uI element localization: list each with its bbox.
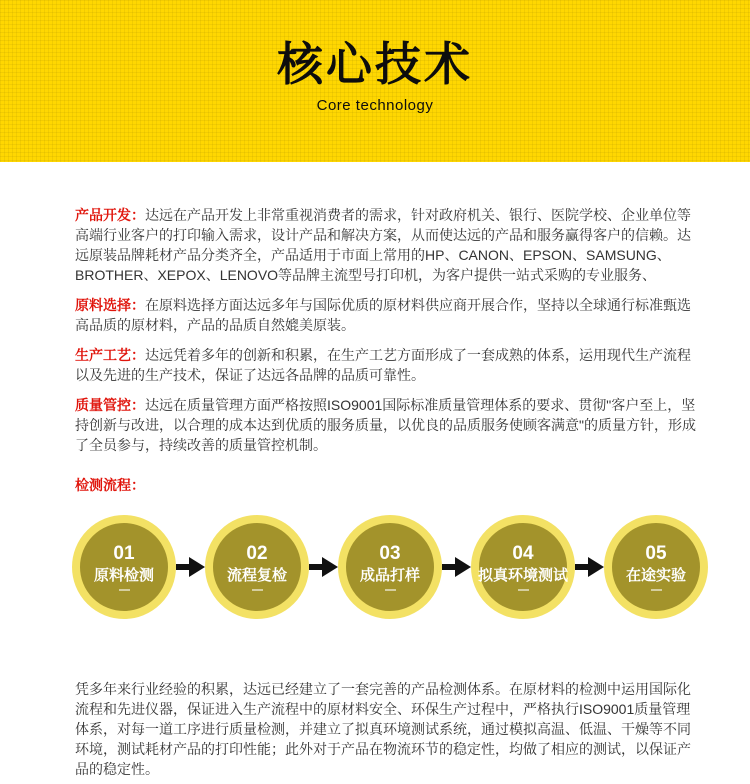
process-step-3 — [338, 515, 442, 619]
step-name: 成品打样 — [359, 566, 420, 584]
section-text-material-selection: 在原料选择方面达远多年与国际优质的原材料供应商开展合作，坚持以全球通行标准甄选高品质的原材料，产品的品质自然媲美原装。 — [75, 297, 691, 333]
process-step-1 — [72, 515, 176, 619]
step-underline — [252, 589, 263, 591]
section-text-production-process: 达远凭着多年的创新和积累，在生产工艺方面形成了一套成熟的体系，运用现代生产流程以及先进的生产技术，保证了达远各品牌的品质可靠性。 — [75, 347, 691, 383]
closing-paragraph: 凭多年来行业经验的积累，达远已经建立了一套完善的产品检测体系。在原材料的检测中运用国际化流程和先进仪器，保证进入生产流程中的原材料安全、环保生产过程中，严格执行ISO9001质量管理体系，对每一道工序进行质量检测，并建立了拟真环境测试系统，通过模拟高温、低温、干燥等不同环境，测试耗材产品的打印性能；此外对于产品在物流环节的稳定性，均做了相应的测试，以保证产品的稳定性。 — [75, 681, 691, 777]
step-number: 03 — [379, 542, 401, 564]
paragraph-product-development — [75, 205, 699, 285]
step-number: 01 — [113, 542, 135, 564]
process-step-2 — [205, 515, 309, 619]
arrow-right-icon — [309, 557, 338, 577]
step-underline — [385, 589, 396, 591]
arrow-right-icon — [575, 557, 604, 577]
step-underline — [518, 589, 529, 591]
section-text-quality-control: 达远在质量管理方面严格按照ISO9001国际标准质量管理体系的要求、贯彻"客户至上，坚持创新与改进，以合理的成本达到优质的服务质量，以优良的品质服务使顾客满意"的质量方针，形成了全员参与，持续改善的质量管控机制。 — [75, 397, 696, 453]
section-label-quality-control: 质量管控： — [75, 397, 145, 413]
content — [75, 162, 699, 779]
section-text-product-development: 达远在产品开发上非常重视消费者的需求，针对政府机关、银行、医院学校、企业单位等高端行业客户的打印输入需求，设计产品和解决方案，从而使达远的产品和服务赢得客户的信赖。达远原装品牌耗材产品分类齐全，产品适用于市面上常用的HP、CANON、EPSON、SAMSUNG、BROTHER、XEPOX、LENOVO等品牌主流型号打印机，为客户提供一站式采购的专业服务、 — [75, 207, 691, 283]
step-number: 02 — [246, 542, 268, 564]
process-flow-label: 检测流程： — [75, 477, 145, 493]
arrow-right-icon — [442, 557, 471, 577]
process-step-4 — [471, 515, 575, 619]
step-name: 原料检测 — [93, 566, 154, 584]
paragraph-quality-control — [75, 395, 699, 455]
process-step-5 — [604, 515, 708, 619]
process-flow — [72, 515, 708, 619]
arrow-right-icon — [176, 557, 205, 577]
step-name: 在途实验 — [625, 566, 686, 584]
step-number: 04 — [512, 542, 534, 564]
page-title: 核心技术 — [277, 38, 473, 90]
section-label-product-development: 产品开发： — [75, 207, 145, 223]
step-underline — [119, 589, 130, 591]
step-name: 流程复检 — [226, 566, 287, 584]
step-underline — [651, 589, 662, 591]
section-label-production-process: 生产工艺： — [75, 347, 145, 363]
page-subtitle: Core technology — [316, 97, 434, 115]
step-number: 05 — [645, 542, 667, 564]
paragraph-material-selection — [75, 295, 699, 335]
paragraph-production-process — [75, 345, 699, 385]
step-name: 拟真环境测试 — [478, 566, 569, 584]
banner — [0, 0, 750, 162]
section-label-material-selection: 原料选择： — [75, 297, 145, 313]
